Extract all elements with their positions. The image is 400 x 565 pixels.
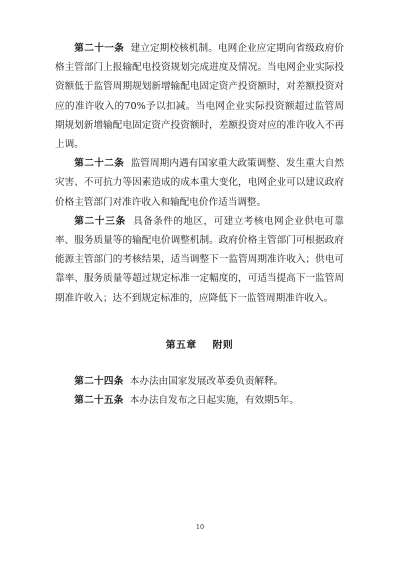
article-22-title: 第二十二条 <box>74 158 125 170</box>
chapter-number: 第五章 <box>165 339 197 351</box>
article-21 <box>55 39 344 154</box>
page-number: 10 <box>195 523 205 531</box>
article-23 <box>55 212 344 308</box>
article-25 <box>55 391 344 410</box>
article-23-title: 第二十三条 <box>74 215 127 227</box>
article-25-title: 第二十五条 <box>74 395 124 407</box>
article-24 <box>55 372 344 391</box>
chapter-heading <box>55 337 344 351</box>
article-24-title: 第二十四条 <box>74 375 124 387</box>
article-22 <box>55 154 344 212</box>
article-21-title: 第二十一条 <box>74 43 125 54</box>
article-22-body: 监管周期内遇有国家重大政策调整、发生重大自然灾害、不可抗力等因素造成的成本重大变化，电网企业可以建议政府价格主管部门对准许收入和输配电价作适当调整。 <box>55 158 345 208</box>
article-21-body: 建立定期校核机制。电网企业应定期向省级政府价格主管部门上报输配电投资规划完成进度及情况。当电网企业实际投资额低于监管周期规划新增输配电固定资产投资额时，对差额投资对应的准许收入的70%予以扣减。当电网企业实际投资额超过监管周期规划新增输配电固定资产投资额时，差额投资对应的准许收入不再上调。 <box>55 43 345 151</box>
article-23-body: 具备条件的地区，可建立考核电网企业供电可靠率、服务质量等的输配电价调整机制。政府价格主管部门可根据政府能源主管部门的考核结果，适当调整下一监管周期准许收入；供电可靠率、服务质量等超过规定标准一定幅度的，可适当提高下一监管周期准许收入；达不到规定标准的，应降低下一监管周期准许收入。 <box>55 215 345 304</box>
article-25-body: 本办法自发布之日起实施，有效期5年。 <box>129 395 299 407</box>
chapter-title: 附则 <box>212 339 234 351</box>
article-24-body: 本办法由国家发展改革委负责解释。 <box>129 375 284 387</box>
